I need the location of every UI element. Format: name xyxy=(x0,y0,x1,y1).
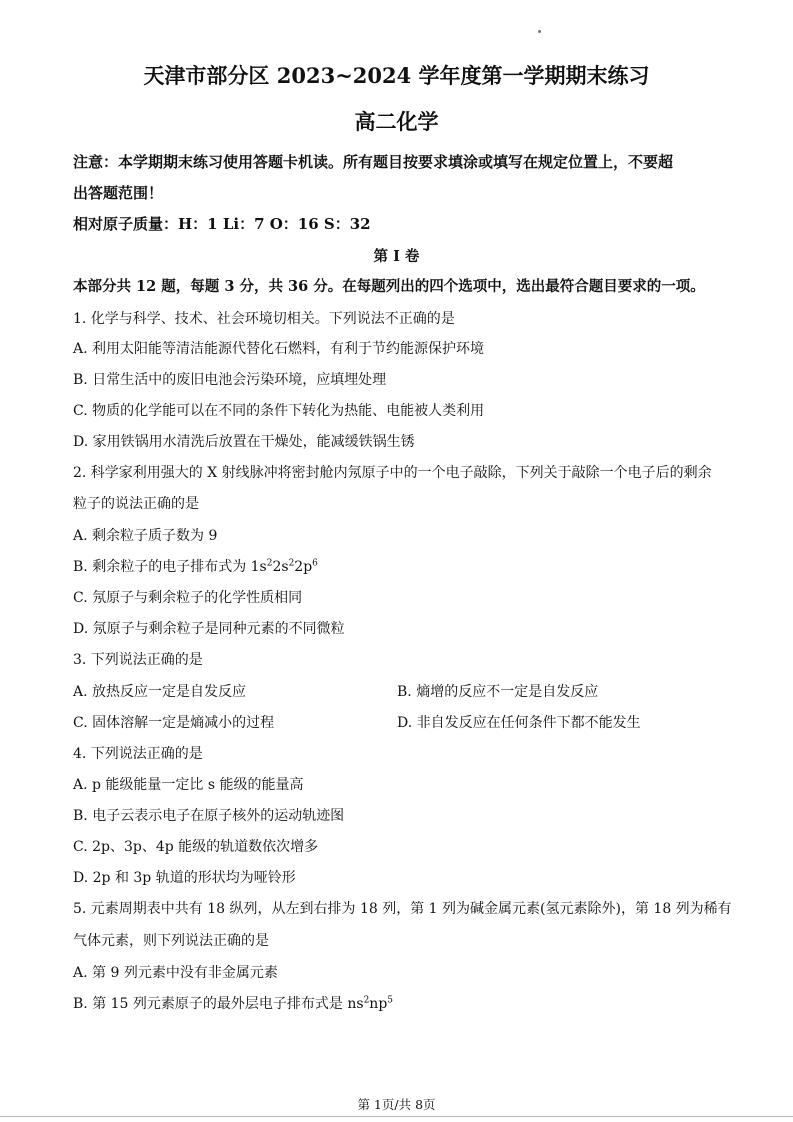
q4-stem: 4. 下列说法正确的是 xyxy=(73,746,203,762)
q5-b-sup-2: 5 xyxy=(387,995,394,1006)
q3-option-b: B. 熵增的反应不一定是自发反应 xyxy=(397,684,599,700)
q4-option-d: D. 2p 和 3p 轨道的形状均为哑铃形 xyxy=(73,870,296,886)
q2-option-c: C. 氖原子与剩余粒子的化学性质相同 xyxy=(73,590,303,606)
q5-stem-line-2: 气体元素，则下列说法正确的是 xyxy=(73,933,269,949)
q1-option-b: B. 日常生活中的废旧电池会污染环境，应填埋处理 xyxy=(73,372,387,388)
q2-stem-line-2: 粒子的说法正确的是 xyxy=(73,496,199,512)
notice-line-2: 出答题范围！ xyxy=(73,184,164,202)
q1-option-a: A. 利用太阳能等清洁能源代替化石燃料，有利于节约能源保护环境 xyxy=(73,341,485,357)
q1-stem: 1. 化学与科学、技术、社会环境切相关。下列说法不正确的是 xyxy=(73,311,455,327)
q2-b-sup-1: 2 xyxy=(266,558,273,569)
q4-option-b: B. 电子云表示电子在原子核外的运动轨迹图 xyxy=(73,808,345,824)
q3-stem: 3. 下列说法正确的是 xyxy=(73,652,203,668)
atomic-mass-line: 相对原子质量：H：1 Li：7 O：16 S：32 xyxy=(73,215,371,233)
q4-option-c: C. 2p、3p、4p 能级的轨道数依次增多 xyxy=(73,839,319,855)
q3-option-a: A. 放热反应一定是自发反应 xyxy=(73,684,247,700)
page-footer: 第 1页/共 8页 xyxy=(357,1097,436,1112)
section-instructions: 本部分共 12 题，每题 3 分，共 36 分。在每题列出的四个选项中，选出最符合题目要求的一项。 xyxy=(73,278,705,295)
notice-line-1: 注意：本学期期末练习使用答题卡机读。所有题目按要求填涂或填写在规定位置上，不要超 xyxy=(73,153,674,171)
q2-b-sup-3: 6 xyxy=(312,558,318,569)
bottom-divider xyxy=(0,1116,793,1117)
q2-b-sup-2: 2 xyxy=(288,558,295,569)
q3-option-c: C. 固体溶解一定是熵减小的过程 xyxy=(73,715,275,731)
q5-option-a: A. 第 9 列元素中没有非金属元素 xyxy=(73,965,278,981)
q5-b-np: np xyxy=(369,996,388,1012)
page-title: 天津市部分区 2023~2024 学年度第一学期期末练习 xyxy=(143,63,650,88)
q3-option-d: D. 非自发反应在任何条件下都不能发生 xyxy=(397,715,641,731)
q2-b-2p: 2p xyxy=(294,559,313,575)
q2-b-2s: 2s xyxy=(272,559,289,575)
q5-b-sup-1: 2 xyxy=(363,995,370,1006)
q5-b-text: B. 第 15 列元素原子的最外层电子排布式是 ns xyxy=(73,996,364,1012)
q4-option-a: A. p 能级能量一定比 s 能级的能量高 xyxy=(73,777,304,793)
q1-option-c: C. 物质的化学能可以在不同的条件下转化为热能、电能被人类利用 xyxy=(73,403,485,419)
q2-b-text: B. 剩余粒子的电子排布式为 1s xyxy=(73,559,267,575)
subject-title: 高二化学 xyxy=(354,109,439,134)
q5-option-b xyxy=(73,993,393,1013)
q2-option-d: D. 氖原子与剩余粒子是同种元素的不同微粒 xyxy=(73,621,345,637)
q2-stem-line-1: 2. 科学家利用强大的 X 射线脉冲将密封舱内氖原子中的一个电子敲除，下列关于敲除一个电子后的剩余 xyxy=(73,465,712,481)
decorative-dot xyxy=(538,30,541,33)
q2-option-a: A. 剩余粒子质子数为 9 xyxy=(73,528,218,544)
section-title: 第 I 卷 xyxy=(373,248,420,265)
q2-option-b xyxy=(73,556,318,576)
q5-stem-line-1: 5. 元素周期表中共有 18 纵列，从左到右排为 18 列，第 1 列为碱金属元素(氢元素除外)，第 18 列为稀有 xyxy=(73,901,732,917)
q1-option-d: D. 家用铁锅用水清洗后放置在干燥处，能减缓铁锅生锈 xyxy=(73,434,415,450)
